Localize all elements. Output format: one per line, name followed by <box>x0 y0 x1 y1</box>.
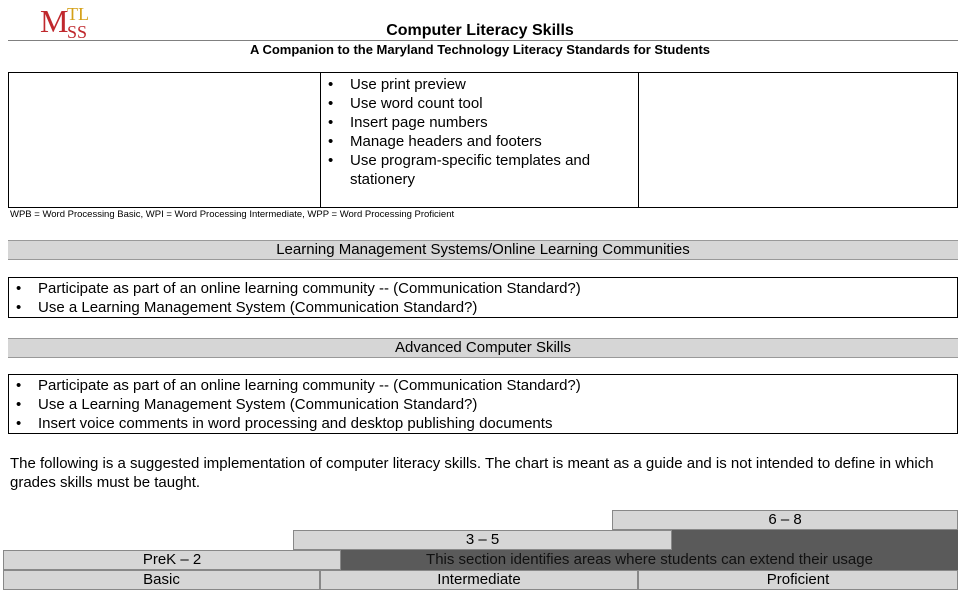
list-item: • Use word count tool <box>321 94 636 113</box>
page-subtitle: A Companion to the Maryland Technology Literacy Standards for Students <box>249 42 711 57</box>
abbreviation-legend: WPB = Word Processing Basic, WPI = Word Processing Intermediate, WPP = Word Processing Proficient <box>10 209 455 220</box>
list-item: • Participate as part of an online learning community -- (Communication Standard?) <box>9 376 957 395</box>
list-item: • Manage headers and footers <box>321 132 636 151</box>
grade-prek-2-cell: PreK – 2 <box>3 550 341 570</box>
list-item: • Use print preview <box>321 75 636 94</box>
list-item: • Participate as part of an online learning community -- (Communication Standard?) <box>9 279 957 298</box>
svg-text:TL: TL <box>67 4 89 24</box>
advanced-heading: Advanced Computer Skills <box>8 338 958 358</box>
list-item: • Insert voice comments in word processing and desktop publishing documents <box>9 414 957 433</box>
level-proficient-cell: Proficient <box>638 570 958 590</box>
level-intermediate-cell: Intermediate <box>320 570 638 590</box>
list-item: • Insert page numbers <box>321 113 636 132</box>
grade-3-5-cell: 3 – 5 <box>293 530 672 550</box>
svg-text:SS: SS <box>67 22 88 40</box>
extend-shade-cell <box>672 530 958 550</box>
page-title: Computer Literacy Skills <box>386 22 574 39</box>
list-item: • Use a Learning Management System (Communication Standard?) <box>9 395 957 414</box>
level-basic-cell: Basic <box>3 570 320 590</box>
extend-note-cell: This section identifies areas where students can extend their usage <box>341 550 958 570</box>
list-item: • Use a Learning Management System (Communication Standard?) <box>9 298 957 317</box>
lms-heading: Learning Management Systems/Online Learning Communities <box>8 240 958 260</box>
grade-6-8-cell: 6 – 8 <box>612 510 958 530</box>
implementation-paragraph: The following is a suggested implementation of computer literacy skills. The chart is meant as a guide and is not intended to define in which grades skills must be taught. <box>10 455 934 491</box>
svg-text:M: M <box>40 3 69 39</box>
list-item: • Use program-specific templates and stationery <box>321 151 636 189</box>
